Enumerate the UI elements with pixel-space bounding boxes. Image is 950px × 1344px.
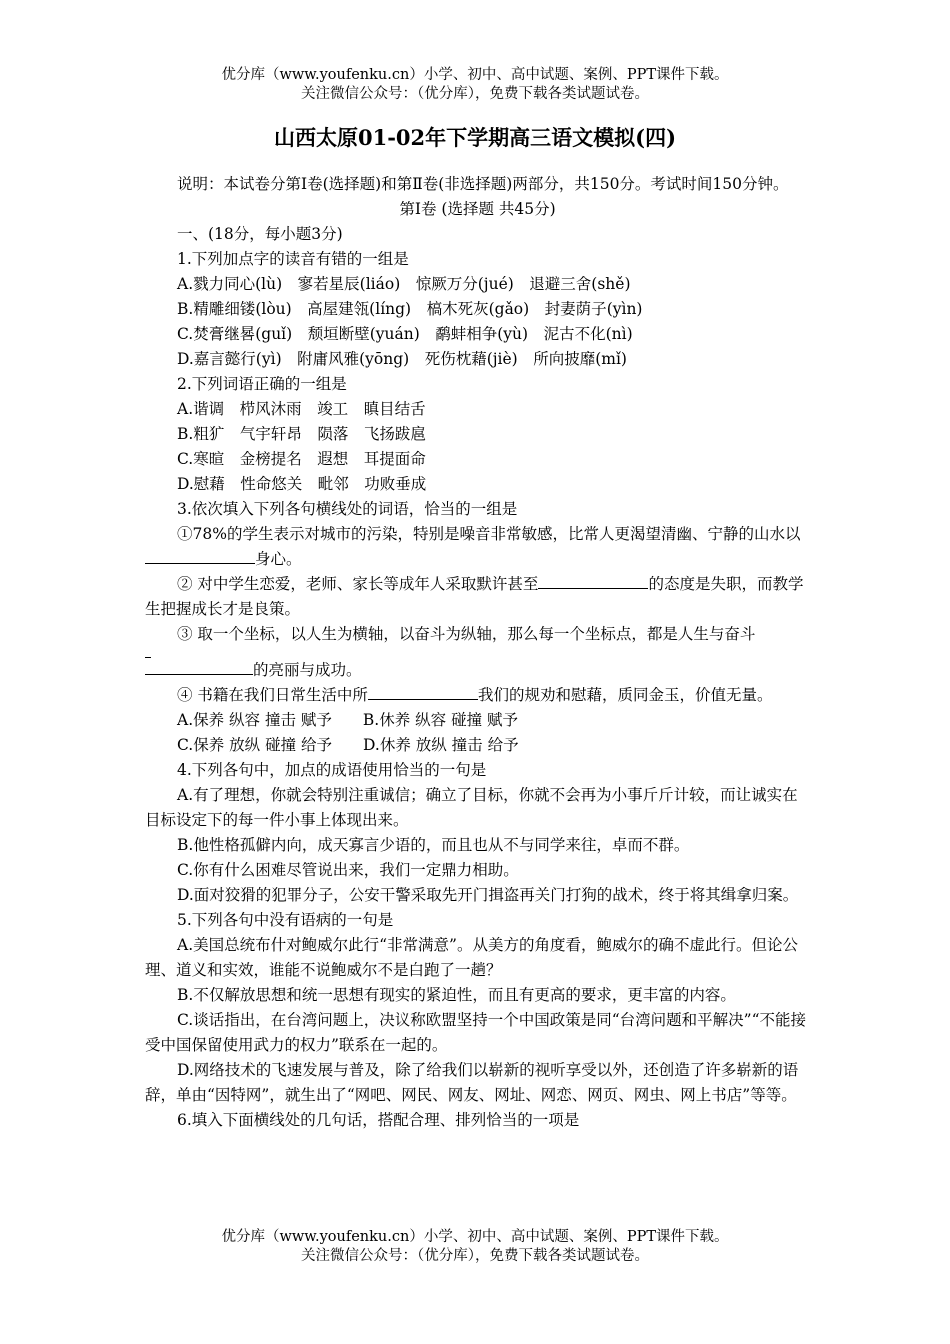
q2-option-b: B.粗犷 气宇轩昂 陨落 飞扬跋扈: [177, 425, 426, 443]
q1-option-b: B.精雕细镂(lòu) 高屋建瓴(líng) 槁木死灰(gǎo) 封妻荫子(yìn): [177, 300, 643, 318]
q3-s4-text: ④ 书籍在我们日常生活中所: [177, 686, 368, 704]
q2-option-d: D.慰藉 性命悠关 毗邻 功败垂成: [177, 475, 427, 493]
q3-blank-1: [145, 547, 255, 564]
section-heading: 第Ⅰ卷 (选择题 共45分): [399, 200, 556, 218]
q5-option-c: C.谈话指出，在台湾问题上，决议称欧盟坚持一个中国政策是同“台湾问题和平解决”“不能接受中国保留使用武力的权力”联系在一起的。: [145, 1011, 807, 1054]
q3-sentence-1: [145, 522, 810, 572]
q4-stem: 4.下列各句中，加点的成语使用恰当的一句是: [177, 761, 487, 779]
q3-s2-text: ② 对中学生恋爱，老师、家长等成年人采取默许甚至: [177, 575, 539, 593]
q5-option-d: D.网络技术的飞速发展与普及，除了给我们以崭新的视听享受以外，还创造了许多崭新的语辞，单由“因特网”，就生出了“网吧、网民、网友、网址、网恋、网页、网虫、网上书店”等等。: [145, 1061, 799, 1104]
q5-stem: 5.下列各句中没有语病的一句是: [177, 911, 394, 929]
footer-line-2: 关注微信公众号：（优分库），免费下载各类试题试卷。: [301, 1248, 649, 1264]
q5-option-a: A.美国总统布什对鲍威尔此行“非常满意”。从美方的角度看，鲍威尔的确不虚此行。但论公理、道义和实效，谁能不说鲍威尔不是白跑了一趟？: [145, 936, 798, 979]
q6-stem: 6.填入下面横线处的几句话，搭配合理、排列恰当的一项是: [177, 1111, 580, 1129]
q3-stem: 3.依次填入下列各句横线处的词语，恰当的一组是: [177, 500, 518, 518]
q1-option-d: D.嘉言懿行(yì) 附庸风雅(yōng) 死伤枕藉(jiè) 所向披靡(mǐ): [177, 350, 627, 368]
q1-option-a: A.戮力同心(lù) 寥若星辰(liáo) 惊厥万分(jué) 退避三舍(shě): [177, 275, 631, 293]
q3-blank-3: [145, 658, 253, 675]
footer-line-1: 优分库（www.youfenku.cn）小学、初中、高中试题、案例、PPT课件下载。: [221, 1229, 729, 1245]
q2-stem: 2.下列词语正确的一组是: [177, 375, 347, 393]
q3-options-row-1: A.保养 纵容 撞击 赋予 B.休养 纵容 碰撞 赋予: [177, 711, 519, 729]
header-line-2: 关注微信公众号：（优分库），免费下载各类试题试卷。: [301, 86, 649, 102]
page-footer: [0, 1228, 950, 1266]
q2-option-c: C.寒暄 金榜提名 遐想 耳提面命: [177, 450, 426, 468]
q3-sentence-4: [145, 683, 810, 708]
q1-option-c: C.焚膏继晷(guǐ) 颓垣断壁(yuán) 鹬蚌相争(yù) 泥古不化(nì): [177, 325, 633, 343]
part-heading: 一、(18分，每小题3分): [177, 225, 343, 243]
q3-s2-end: 的态度是失职，而教学生把握成长才是良策。: [145, 575, 804, 618]
q5-option-b: B.不仅解放思想和统一思想有现实的紧迫性，而且有更高的要求，更丰富的内容。: [177, 986, 736, 1004]
q3-blank-2: [538, 572, 648, 589]
q3-s1-end: 身心。: [255, 550, 302, 568]
q4-option-b: B.他性格孤僻内向，成天寡言少语的，而且也从不与同学来往，卓而不群。: [177, 836, 690, 854]
q2-option-a: A.谐调 栉风沐雨 竣工 瞋目结舌: [177, 400, 426, 418]
q3-options-row-2: C.保养 放纵 碰撞 给予 D.休养 放纵 撞击 给予: [177, 736, 519, 754]
q3-s1-text: ①78%的学生表示对城市的污染，特别是噪音非常敏感，比常人更渴望清幽、宁静的山水以: [177, 525, 801, 543]
q3-s3-text: ③ 取一个坐标，以人生为横轴，以奋斗为纵轴，那么每一个坐标点，都是人生与奋斗: [177, 625, 756, 643]
q1-stem: 1.下列加点字的读音有错的一组是: [177, 250, 409, 268]
q3-blank-4: [368, 683, 478, 700]
q4-option-d: D.面对狡猾的犯罪分子，公安干警采取先开门揖盗再关门打狗的战术，终于将其缉拿归案。: [177, 886, 799, 904]
page-title: 山西太原01-02年下学期高三语文模拟(四): [273, 125, 677, 150]
q3-sentence-3-cont: [145, 658, 810, 683]
q3-s4-end: 我们的规劝和慰藉，质同金玉，价值无量。: [477, 686, 773, 704]
q4-option-c: C.你有什么困难尽管说出来，我们一定鼎力相助。: [177, 861, 519, 879]
q3-sentence-2: [145, 572, 810, 622]
page-header: [0, 66, 950, 104]
document-body: [145, 172, 810, 1133]
intro-text: 说明：本试卷分第Ⅰ卷(选择题)和第Ⅱ卷(非选择题)两部分，共150分。考试时间150分钟。: [177, 175, 789, 193]
header-line-1: 优分库（www.youfenku.cn）小学、初中、高中试题、案例、PPT课件下载。: [221, 67, 729, 83]
q3-sentence-3: [145, 622, 810, 647]
q3-s3-end: 的亮丽与成功。: [253, 661, 362, 679]
q3-blank-3-start: [145, 647, 151, 658]
q4-option-a: A.有了理想，你就会特别注重诚信；确立了目标，你就不会再为小事斤斤计较，而让诚实在目标设定下的每一件小事上体现出来。: [145, 786, 798, 829]
